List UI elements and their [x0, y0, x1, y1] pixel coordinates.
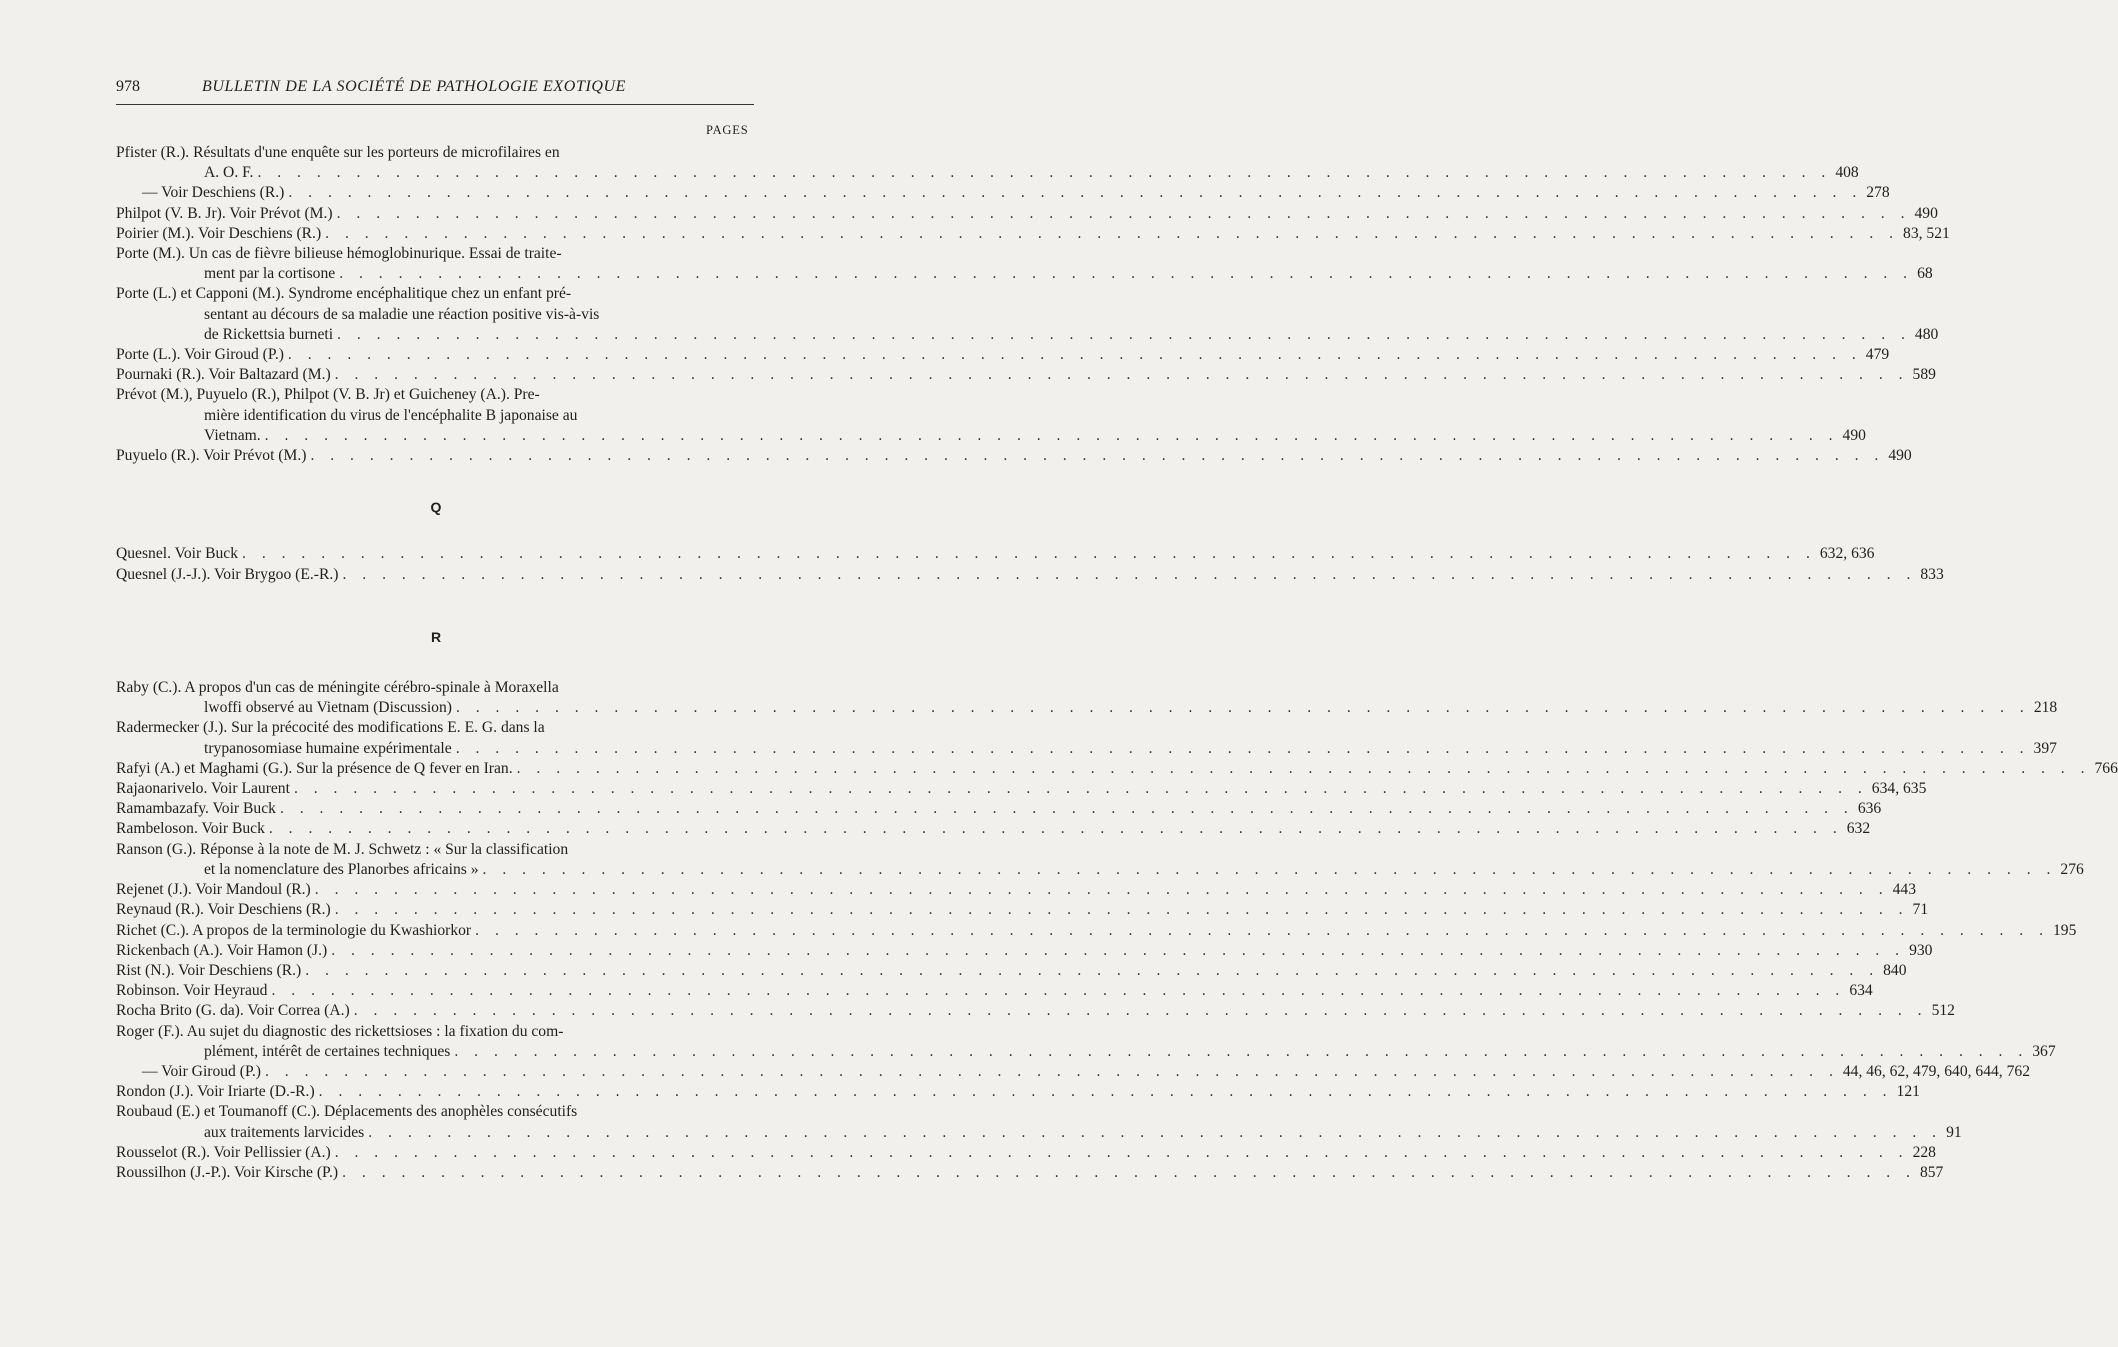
entry-text: Porte (L.) et Capponi (M.). Syndrome encéphalitique chez un enfant pré-	[116, 285, 572, 303]
index-entry	[116, 1001, 1955, 1021]
entry-text: Rickenbach (A.). Voir Hamon (J.)	[116, 941, 328, 959]
dot-leader: . . . . . . . . . . . . . . . . . . . . . . . . . . . . . . . . . . . . . . . . . . . . . . . . . . . . . . . . . . . . . . . . . . . . . . . . . . . . . . . .	[475, 921, 2049, 939]
entry-pages: 278	[1866, 184, 1890, 202]
index-entry	[116, 284, 1939, 345]
dot-leader: . . . . . . . . . . . . . . . . . . . . . . . . . . . . . . . . . . . . . . . . . . . . . . . . . . . . . . . . . . . . . . . . . . . . . . . . . . . . . . . .	[336, 204, 1911, 222]
entry-text: mière identification du virus de l'encéphalite B japonaise au	[204, 406, 578, 424]
index-entry	[116, 224, 1950, 244]
entry-text: Rambeloson. Voir Buck	[116, 820, 265, 838]
entry-text: Quesnel (J.-J.). Voir Brygoo (E.-R.)	[116, 565, 339, 583]
entry-text: Quesnel. Voir Buck	[116, 545, 239, 563]
index-entry	[116, 981, 1873, 1001]
entry-pages: 276	[2060, 860, 2084, 878]
entry-text: Reynaud (R.). Voir Deschiens (R.)	[116, 901, 331, 919]
dot-leader: . . . . . . . . . . . . . . . . . . . . . . . . . . . . . . . . . . . . . . . . . . . . . . . . . . . . . . . . . . . . . . . . . . . . . . . . . . . . . . . .	[454, 1042, 2029, 1060]
index-entry	[116, 345, 1890, 365]
index-entry	[116, 678, 2058, 718]
entry-pages: 228	[1912, 1143, 1936, 1161]
dot-leader: . . . . . . . . . . . . . . . . . . . . . . . . . . . . . . . . . . . . . . . . . . . . . . . . . . . . . . . . . . . . . . . . . . . . . . . . . . . . . . . .	[293, 780, 1868, 798]
entry-pages: 91	[1946, 1123, 1962, 1141]
index-entry	[116, 941, 1933, 961]
dot-leader: . . . . . . . . . . . . . . . . . . . . . . . . . . . . . . . . . . . . . . . . . . . . . . . . . . . . . . . . . . . . . . . . . . . . . . . . . . . . . . . .	[455, 699, 2030, 717]
index-list	[116, 143, 2118, 1183]
entry-text: Prévot (M.), Puyuelo (R.), Philpot (V. B. Jr) et Guicheney (A.). Pre-	[116, 386, 540, 404]
entry-pages: 833	[1920, 565, 1944, 583]
index-entry	[116, 544, 1875, 564]
index-entry	[116, 446, 1912, 466]
dot-leader: . . . . . . . . . . . . . . . . . . . . . . . . . . . . . . . . . . . . . . . . . . . . . . . . . . . . . . . . . . . . . . . . . . . . . . . . . . . . . . . .	[516, 759, 2091, 777]
dot-leader: . . . . . . . . . . . . . . . . . . . . . . . . . . . . . . . . . . . . . . . . . . . . . . . . . . . . . . . . . . . . . . . . . . . . . . . . . . . . . . . .	[279, 800, 1854, 818]
entry-pages: 512	[1931, 1002, 1955, 1020]
entry-pages: 408	[1835, 164, 1859, 182]
page-number: 978	[116, 78, 140, 95]
entry-text: Ramambazafy. Voir Buck	[116, 800, 276, 818]
index-entry	[116, 799, 1882, 819]
entry-pages: 480	[1914, 325, 1939, 343]
entry-pages: 634	[1849, 982, 1873, 1000]
index-entry	[116, 779, 1927, 799]
entry-text: de Rickettsia burneti	[204, 325, 334, 343]
dot-leader: . . . . . . . . . . . . . . . . . . . . . . . . . . . . . . . . . . . . . . . . . . . . . . . . . . . . . . . . . . . . . . . . . . . . . . . . . . . . . . . .	[353, 1002, 1928, 1020]
index-entry	[116, 385, 1866, 446]
entry-pages: 632, 636	[1819, 545, 1875, 563]
index-entry	[116, 840, 2084, 880]
dot-leader: . . . . . . . . . . . . . . . . . . . . . . . . . . . . . . . . . . . . . . . . . . . . . . . . . . . . . . . . . . . . . . . . . . . . . . . . . . . . . . . .	[314, 881, 1889, 899]
dot-leader: . . . . . . . . . . . . . . . . . . . . . . . . . . . . . . . . . . . . . . . . . . . . . . . . . . . . . . . . . . . . . . . . . . . . . . . . . . . . . . . .	[287, 346, 1862, 364]
running-title: BULLETIN DE LA SOCIÉTÉ DE PATHOLOGIE EXOTIQUE	[202, 78, 627, 95]
dot-leader: . . . . . . . . . . . . . . . . . . . . . . . . . . . . . . . . . . . . . . . . . . . . . . . . . . . . . . . . . . . . . . . . . . . . . . . . . . . . . . . .	[334, 1143, 1909, 1161]
header-rule	[116, 104, 754, 105]
dot-leader: . . . . . . . . . . . . . . . . . . . . . . . . . . . . . . . . . . . . . . . . . . . . . . . . . . . . . . . . . . . . . . . . . . . . . . . . . . . . . . . .	[342, 565, 1917, 583]
entry-text: Porte (L.). Voir Giroud (P.)	[116, 346, 284, 364]
entry-pages: 490	[1914, 204, 1938, 222]
dot-leader: . . . . . . . . . . . . . . . . . . . . . . . . . . . . . . . . . . . . . . . . . . . . . . . . . . . . . . . . . . . . . . . . . . . . . . . . . . . . . . . .	[264, 426, 1839, 444]
entry-text: — Voir Deschiens (R.)	[142, 184, 285, 202]
dot-leader: . . . . . . . . . . . . . . . . . . . . . . . . . . . . . . . . . . . . . . . . . . . . . . . . . . . . . . . . . . . . . . . . . . . . . . . . . . . . . . . .	[268, 820, 1843, 838]
entry-text: Pournaki (R.). Voir Baltazard (M.)	[116, 366, 331, 384]
entry-pages: 218	[2033, 699, 2058, 717]
entry-pages: 195	[2053, 921, 2077, 939]
entry-pages: 68	[1917, 265, 1933, 283]
entry-text: Roger (F.). Au sujet du diagnostic des rickettsioses : la fixation du com-	[116, 1022, 564, 1040]
dot-leader: . . . . . . . . . . . . . . . . . . . . . . . . . . . . . . . . . . . . . . . . . . . . . . . . . . . . . . . . . . . . . . . . . . . . . . . . . . . . . . . .	[310, 447, 1885, 465]
entry-text: A. O. F.	[204, 164, 254, 182]
entry-text: Roussilhon (J.-P.). Voir Kirsche (P.)	[116, 1163, 339, 1181]
entry-text: — Voir Giroud (P.)	[142, 1062, 261, 1080]
entry-text: Philpot (V. B. Jr). Voir Prévot (M.)	[116, 204, 333, 222]
entry-pages: 479	[1865, 346, 1890, 364]
entry-text: Poirier (M.). Voir Deschiens (R.)	[116, 224, 322, 242]
entry-text: Rist (N.). Voir Deschiens (R.)	[116, 961, 302, 979]
entry-text: et la nomenclature des Planorbes africains »	[204, 860, 479, 878]
entry-text: sentant au décours de sa maladie une réaction positive vis-à-vis	[204, 305, 600, 323]
entry-text: Rafyi (A.) et Maghami (G.). Sur la présence de Q fever en Iran.	[116, 759, 513, 777]
entry-text: Rousselot (R.). Voir Pellissier (A.)	[116, 1143, 331, 1161]
entry-text: Raby (C.). A propos d'un cas de méningite cérébro-spinale à Moraxella	[116, 679, 559, 697]
entry-text: trypanosomiase humaine expérimentale	[204, 739, 452, 757]
entry-text: Porte (M.). Un cas de fièvre bilieuse hémoglobinurique. Essai de traite-	[116, 245, 562, 263]
entry-pages: 121	[1896, 1083, 1920, 1101]
entry-text: Ranson (G.). Réponse à la note de M. J. Schwetz : « Sur la classification	[116, 840, 569, 858]
index-section-r	[116, 678, 2118, 1183]
dot-leader: . . . . . . . . . . . . . . . . . . . . . . . . . . . . . . . . . . . . . . . . . . . . . . . . . . . . . . . . . . . . . . . . . . . . . . . . . . . . . . . .	[325, 224, 1900, 242]
entry-text: Radermecker (J.). Sur la précocité des modifications E. E. G. dans la	[116, 719, 545, 737]
index-entry	[116, 244, 1933, 284]
entry-pages: 632	[1846, 820, 1871, 838]
index-entry	[116, 819, 1871, 839]
entry-pages: 71	[1912, 901, 1929, 919]
dot-leader: . . . . . . . . . . . . . . . . . . . . . . . . . . . . . . . . . . . . . . . . . . . . . . . . . . . . . . . . . . . . . . . . . . . . . . . . . . . . . . . .	[334, 366, 1909, 384]
entry-text: Rondon (J.). Voir Iriarte (D.-R.)	[116, 1083, 315, 1101]
entry-text: Rajaonarivelo. Voir Laurent	[116, 780, 290, 798]
index-entry	[116, 1082, 1920, 1102]
index-entry	[116, 565, 1944, 585]
entry-pages: 766	[2094, 759, 2118, 777]
index-entry	[116, 1163, 1944, 1183]
entry-text: Roubaud (E.) et Toumanoff (C.). Déplacements des anophèles consécutifs	[116, 1103, 578, 1121]
index-entry	[116, 183, 1890, 203]
dot-leader: . . . . . . . . . . . . . . . . . . . . . . . . . . . . . . . . . . . . . . . . . . . . . . . . . . . . . . . . . . . . . . . . . . . . . . . . . . . . . . . .	[265, 1062, 1839, 1080]
entry-text: Puyuelo (R.). Voir Prévot (M.)	[116, 447, 307, 465]
index-entry	[116, 365, 1936, 385]
index-entry	[116, 1022, 2056, 1062]
dot-leader: . . . . . . . . . . . . . . . . . . . . . . . . . . . . . . . . . . . . . . . . . . . . . . . . . . . . . . . . . . . . . . . . . . . . . . . . . . . . . . . .	[455, 739, 2030, 757]
dot-leader: . . . . . . . . . . . . . . . . . . . . . . . . . . . . . . . . . . . . . . . . . . . . . . . . . . . . . . . . . . . . . . . . . . . . . . . . . . . . . . . .	[342, 1163, 1916, 1181]
entry-text: Robinson. Voir Heyraud	[116, 982, 268, 1000]
dot-leader: . . . . . . . . . . . . . . . . . . . . . . . . . . . . . . . . . . . . . . . . . . . . . . . . . . . . . . . . . . . . . . . . . . . . . . . . . . . . . . . .	[337, 325, 1911, 343]
dot-leader: . . . . . . . . . . . . . . . . . . . . . . . . . . . . . . . . . . . . . . . . . . . . . . . . . . . . . . . . . . . . . . . . . . . . . . . . . . . . . . . .	[242, 545, 1816, 563]
index-entry	[116, 1062, 2030, 1082]
entry-pages: 367	[2032, 1042, 2056, 1060]
entry-pages: 490	[1888, 447, 1912, 465]
entry-text: Pfister (R.). Résultats d'une enquête sur les porteurs de microfilaires en	[116, 144, 560, 161]
entry-pages: 857	[1919, 1163, 1944, 1181]
section-heading-q: Q	[430, 499, 442, 516]
entry-pages: 443	[1892, 881, 1917, 899]
index-entry	[116, 718, 2057, 758]
dot-leader: . . . . . . . . . . . . . . . . . . . . . . . . . . . . . . . . . . . . . . . . . . . . . . . . . . . . . . . . . . . . . . . . . . . . . . . . . . . . . . . .	[288, 184, 1863, 202]
index-entry	[116, 880, 1917, 900]
dot-leader: . . . . . . . . . . . . . . . . . . . . . . . . . . . . . . . . . . . . . . . . . . . . . . . . . . . . . . . . . . . . . . . . . . . . . . . . . . . . . . . .	[482, 860, 2057, 878]
index-section-q	[116, 544, 1944, 584]
entry-pages: 930	[1909, 941, 1933, 959]
index-entry	[116, 759, 2118, 779]
index-section-p	[116, 143, 1950, 466]
entry-text: Richet (C.). A propos de la terminologie du Kwashiorkor	[116, 921, 472, 939]
entry-text: Vietnam.	[204, 426, 261, 444]
dot-leader: . . . . . . . . . . . . . . . . . . . . . . . . . . . . . . . . . . . . . . . . . . . . . . . . . . . . . . . . . . . . . . . . . . . . . . . . . . . . . . . .	[257, 164, 1832, 182]
entry-text: Rejenet (J.). Voir Mandoul (R.)	[116, 881, 311, 899]
dot-leader: . . . . . . . . . . . . . . . . . . . . . . . . . . . . . . . . . . . . . . . . . . . . . . . . . . . . . . . . . . . . . . . . . . . . . . . . . . . . . . . .	[271, 982, 1846, 1000]
entry-pages: 490	[1842, 426, 1866, 444]
entry-pages: 83, 521	[1903, 224, 1950, 242]
index-entry	[116, 921, 2077, 941]
entry-text: plément, intérêt de certaines techniques	[204, 1042, 451, 1060]
dot-leader: . . . . . . . . . . . . . . . . . . . . . . . . . . . . . . . . . . . . . . . . . . . . . . . . . . . . . . . . . . . . . . . . . . . . . . . . . . . . . . . .	[339, 265, 1914, 283]
section-heading-r: R	[430, 628, 442, 645]
index-entry	[116, 1143, 1936, 1163]
index-entry	[116, 1102, 1962, 1142]
index-entry	[116, 961, 1907, 981]
dot-leader: . . . . . . . . . . . . . . . . . . . . . . . . . . . . . . . . . . . . . . . . . . . . . . . . . . . . . . . . . . . . . . . . . . . . . . . . . . . . . . . .	[331, 941, 1906, 959]
entry-text: Rocha Brito (G. da). Voir Correa (A.)	[116, 1002, 350, 1020]
entry-pages: 634, 635	[1871, 780, 1927, 798]
entry-text: lwoffi observé au Vietnam (Discussion)	[204, 699, 452, 717]
entry-pages: 636	[1857, 800, 1882, 818]
dot-leader: . . . . . . . . . . . . . . . . . . . . . . . . . . . . . . . . . . . . . . . . . . . . . . . . . . . . . . . . . . . . . . . . . . . . . . . . . . . . . . . .	[305, 961, 1880, 979]
dot-leader: . . . . . . . . . . . . . . . . . . . . . . . . . . . . . . . . . . . . . . . . . . . . . . . . . . . . . . . . . . . . . . . . . . . . . . . . . . . . . . . .	[318, 1083, 1893, 1101]
dot-leader: . . . . . . . . . . . . . . . . . . . . . . . . . . . . . . . . . . . . . . . . . . . . . . . . . . . . . . . . . . . . . . . . . . . . . . . . . . . . . . . .	[368, 1123, 1943, 1141]
index-entry	[116, 204, 1938, 224]
dot-leader: . . . . . . . . . . . . . . . . . . . . . . . . . . . . . . . . . . . . . . . . . . . . . . . . . . . . . . . . . . . . . . . . . . . . . . . . . . . . . . . .	[334, 901, 1909, 919]
entry-pages: 397	[2033, 739, 2057, 757]
entry-text: ment par la cortisone	[204, 265, 336, 283]
entry-pages: 44, 46, 62, 479, 640, 644, 762	[1842, 1062, 2030, 1080]
running-header	[116, 78, 756, 100]
entry-text: aux traitements larvicides	[204, 1123, 365, 1141]
index-entry	[116, 143, 1859, 183]
entry-pages: 840	[1883, 961, 1907, 979]
pages-column-label: PAGES	[706, 123, 749, 137]
entry-pages: 589	[1912, 366, 1936, 384]
index-entry	[116, 900, 1929, 920]
